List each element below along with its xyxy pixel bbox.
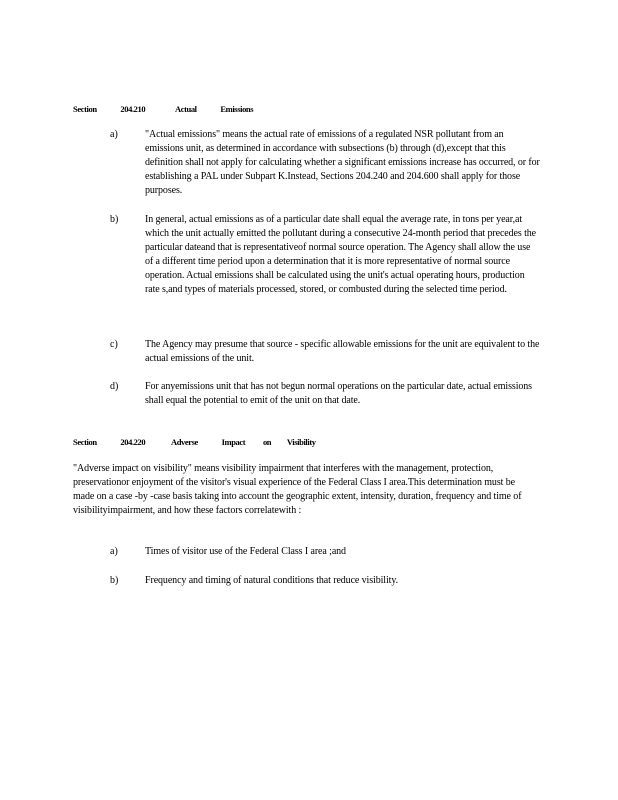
section-number: 204.220 [120,437,146,447]
section-number: 204.210 [120,104,146,114]
item-letter: c) [110,339,118,350]
item-letter: b) [110,575,119,586]
item-text: In general, actual emissions as of a particular date shall equal the average rate, in tons per year,at which the unit actually emitted the pollutant during a consecutive 24-month period that precedes the particular dateand that is representativeof normal source operation. The Agency shall allow the use of a different time period upon a determination that it is more representative of normal source operation. Actual emissions shall be calculated using the unit's actual operating hours, production rate s,and types of materials processed, stored, or combusted during the selected time period. [145,214,536,295]
item-text: The Agency may presume that source - specific allowable emissions for the unit are equivalent to the actual emissions of the unit. [145,339,540,364]
item-text: Times of visitor use of the Federal Class I area ;and [145,546,346,557]
item-text: Frequency and timing of natural conditions that reduce visibility. [145,575,398,586]
section-title-word: Impact [221,437,246,447]
section-title-word: Adverse [170,437,198,447]
section-title-word: Visibility [286,437,316,447]
section-label: Section [73,104,97,114]
item-letter: d) [110,381,119,392]
section-title-word: Actual [174,104,197,114]
definition-paragraph: "Adverse impact on visibility" means visibility impairment that interferes with the management, protection, preservationor enjoyment of the visitor's visual experience of the Federal Class I area.This determination must be made on a case -by -case basis taking into account the geographic extent, intensity, duration, frequency and time of visibilityimpairment, and how these factors correlatewith : [73,463,522,516]
item-letter: a) [110,129,118,140]
section-title-word: on [262,437,272,447]
item-letter: b) [110,214,119,225]
section-title-word: Emissions [220,104,254,114]
section-heading-204-220 [73,437,316,447]
section-heading-204-210 [73,104,253,114]
item-text: For anyemissions unit that has not begun normal operations on the particular date, actual emissions shall equal the potential to emit of the unit on that date. [145,381,532,406]
item-text: "Actual emissions" means the actual rate of emissions of a regulated NSR pollutant from an emissions unit, as determined in accordance with subsections (b) through (d),except that this definition shall not apply for calculating whether a significant emissions increase has occurred, or for establishing a PAL under Subpart K.Instead, Sections 204.240 and 204.600 shall apply for those purposes. [145,129,540,196]
section-label: Section [73,437,97,447]
item-letter: a) [110,546,118,557]
